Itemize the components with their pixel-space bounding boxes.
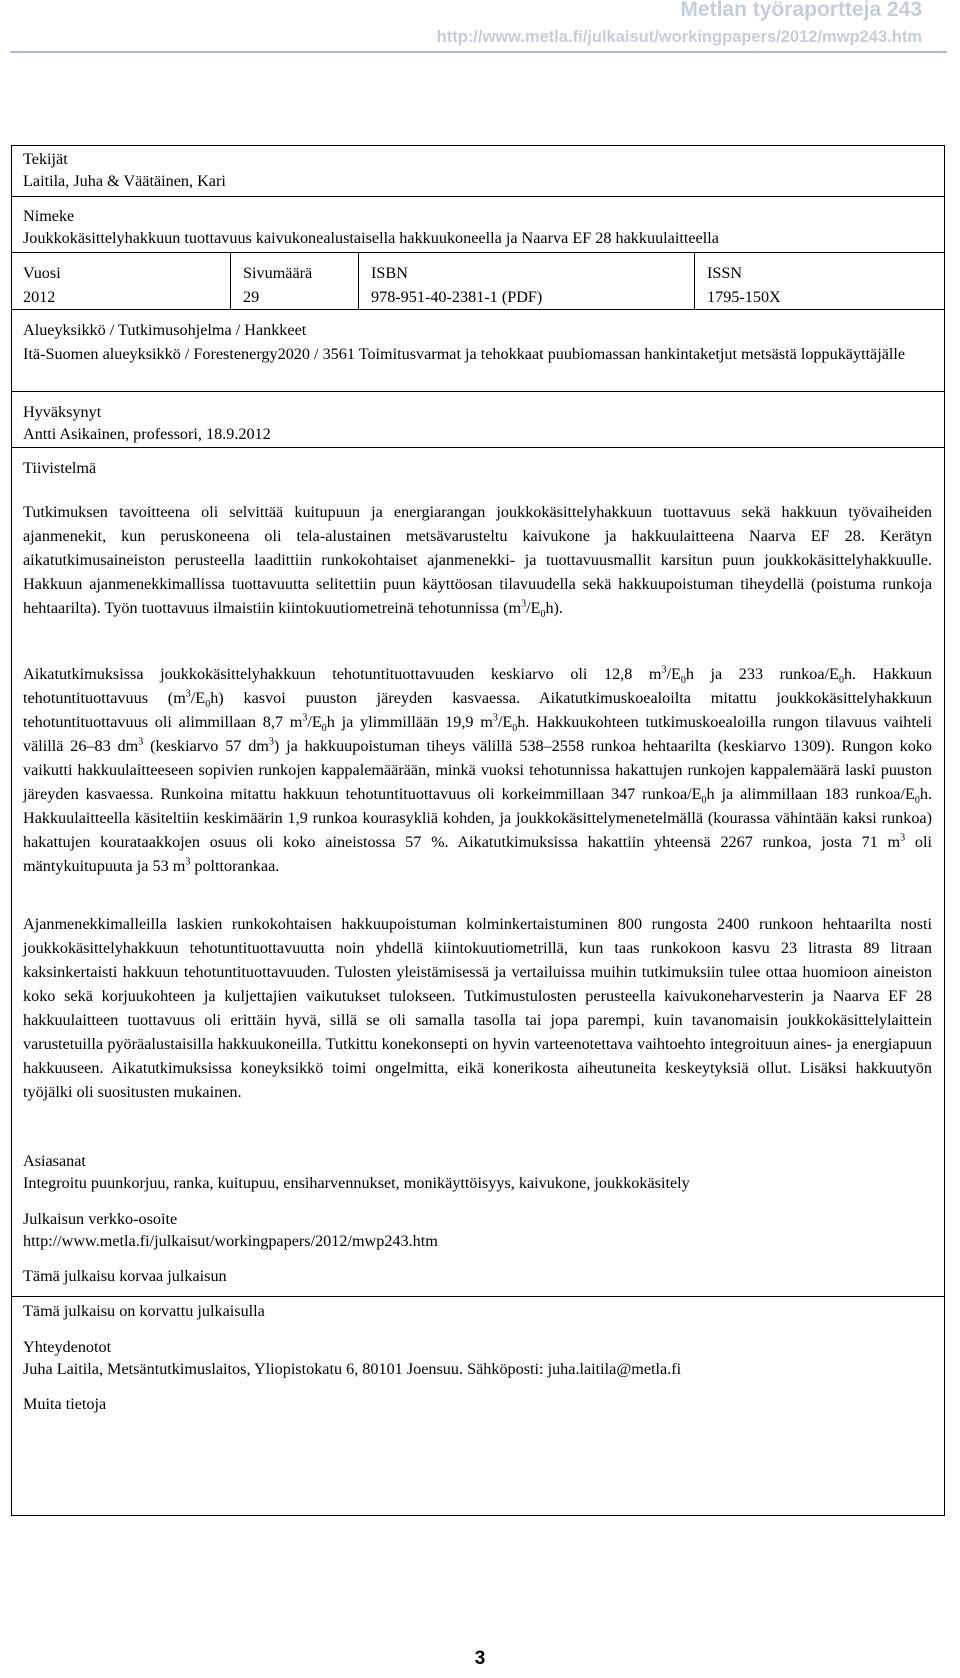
publication-url[interactable]: http://www.metla.fi/julkaisut/workingpapers/2012/mwp243.htm xyxy=(436,28,922,46)
contact-value: Juha Laitila, Metsäntutkimuslaitos, Yliopistokatu 6, 80101 Joensuu. Sähköposti: juha.laitila@metla.fi xyxy=(23,1360,682,1378)
authors-label: Tekijät xyxy=(23,150,68,168)
divider xyxy=(12,447,944,448)
issn-value: 1795-150X xyxy=(707,288,781,306)
divider xyxy=(12,391,944,392)
replaced-by-label: Tämä julkaisu on korvattu julkaisulla xyxy=(23,1302,265,1320)
divider xyxy=(358,252,359,309)
issn-label: ISSN xyxy=(707,264,743,282)
other-info-label: Muita tietoja xyxy=(23,1395,107,1413)
keywords-value: Integroitu puunkorjuu, ranka, kuitupuu, ensiharvennukset, monikäyttöisyys, kaivukone, joukkokäsitely xyxy=(23,1174,690,1192)
year-value: 2012 xyxy=(23,288,56,306)
divider xyxy=(694,252,695,309)
web-address-label: Julkaisun verkko-osoite xyxy=(23,1210,178,1228)
web-address-link[interactable]: http://www.metla.fi/julkaisut/workingpapers/2012/mwp243.htm xyxy=(23,1232,438,1250)
page-number: 3 xyxy=(474,1648,486,1669)
isbn-label: ISBN xyxy=(371,264,408,282)
authors-value: Laitila, Juha & Väätäinen, Kari xyxy=(23,172,226,190)
series-title: Metlan työraportteja 243 xyxy=(680,0,922,21)
header-rule xyxy=(10,51,947,53)
approved-label: Hyväksynyt xyxy=(23,403,102,421)
isbn-value: 978-951-40-2381-1 (PDF) xyxy=(371,288,543,306)
replaces-label: Tämä julkaisu korvaa julkaisun xyxy=(23,1267,227,1285)
divider xyxy=(12,196,944,197)
divider xyxy=(12,309,944,310)
divider xyxy=(12,252,944,253)
unit-value: Itä-Suomen alueyksikkö / Forestenergy2020 / 3561 Toimitusvarmat ja tehokkaat puubiomassan hankintaketjut metsästä loppukäyttäjälle xyxy=(23,345,906,363)
contact-label: Yhteydenotot xyxy=(23,1338,112,1356)
title-value: Joukkokäsittelyhakkuun tuottavuus kaivukonealustaisella hakkuukoneella ja Naarva EF 28 hakkuulaitteella xyxy=(23,229,719,247)
abstract-paragraph-1: Tutkimuksen tavoitteena oli selvittää kuitupuun ja energiarangan joukkokäsittelyhakkuun tuottavuus sekä hakkuun työvaiheiden ajanmenekit, kun peruskoneena oli tela-alustainen metsävarusteltu kaivukone ja hakkuulaitteena Naarva EF 28. Kerätyn aikatutkimusaineiston perusteella laadittiin runkokohtaiset ajanmenekki- ja tuottavuusmallit karsitun puun joukkokäsittelyhakkuulle. Hakkuun ajanmenekkimallissa tuottavuutta selitettiin puun käyttöosan tilavuudella sekä hakkuupoistuman tiheydellä (poistuma runkoja hehtaarilta). Työn tuottavuus ilmaistiin kiintokuutiometreinä tehotunnissa $(m^3/E_0h)$. xyxy=(23,503,932,621)
pages-label: Sivumäärä xyxy=(243,264,313,282)
abstract-paragraph-3: Ajanmenekkimalleilla laskien runkokohtaisen hakkuupoistuman kolminkertaistuminen 800 rungosta 2400 runkoon hehtaarilta nosti joukkokäsittelyhakkuun tehotuntituottavuutta noin yhdellä kiintokuutiometrillä, kun taas runkokoon kasvu 23 litrasta 89 litraan kaksinkertaisti hakkuun tehotuntituottavuuden. Tulosten yleistämisessä ja vertailuissa muihin tutkimuksiin tulee ottaa huomioon aineiston koko sekä korjuukohteen ja kuljettajien vaikutukset tulokseen. Tutkimustulosten perusteella kaivukoneharvesterin ja Naarva EF 28 hakkuulaitteen tuottavuus oli erittäin hyvä, sillä se oli samalla tasolla tai jopa parempi, kuin tavanomaisin joukkokäsittelylaittein varustetuilla pyöräalustaisilla hakkuukoneilla. Tutkittu konekonsepti on hyvin varteenotettava vaihtoehto integroituun aines- ja energiapuun hakkuuseen. Aikatutkimuksissa koneyksikkö toimi ongelmitta, eikä konerikosta aiheutuneita keskeytyksiä ollut. Lisäksi hakkuutyön työjälki oli suositusten mukainen. xyxy=(23,915,932,1101)
unit-label: Alueyksikkö / Tutkimusohjelma / Hankkeet xyxy=(23,321,307,339)
title-label: Nimeke xyxy=(23,207,75,225)
divider xyxy=(12,1296,944,1297)
year-label: Vuosi xyxy=(23,264,61,282)
keywords-label: Asiasanat xyxy=(23,1152,86,1170)
divider xyxy=(230,252,231,309)
description-sheet xyxy=(11,145,945,1516)
abstract-label: Tiivistelmä xyxy=(23,459,97,477)
approved-value: Antti Asikainen, professori, 18.9.2012 xyxy=(23,425,271,443)
abstract-paragraph-2: Aikatutkimuksissa joukkokäsittelyhakkuun tehotuntituottavuuden keskiarvo oli 12,8 $m^3/E_0h$ ja 233 runkoa/$E_0h$. Hakkuun tehotuntituottavuus $(m^3/E_0h)$ kasvoi puuston järeyden kasvaessa. Aikatutkimuskoealoilta mitattu joukkokäsittelyhakkuun tehotuntituottavuus oli alimmillaan 8,7 $m^3/E_0h$ ja ylimmillään 19,9 $m^3/E_0h$. Hakkuukohteen tutkimuskoealoilla rungon tilavuus vaihteli välillä 26–83 $dm^3$ (keskiarvo 57 $dm^3$) ja hakkuupoistuman tiheys välillä 538–2558 runkoa hehtaarilta (keskiarvo 1309). Rungon koko vaikutti hakkuulaitteeseen sopivien runkojen kappalemäärään, minkä vuoksi tehotunnissa hakattujen runkojen kappalemäärä laski puuston järeyden kasvaessa. Runkoina mitattu hakkuun tehotuntituottavuus oli korkeimmillaan 347 runkoa/$E_0h$ ja alimmillaan 183 runkoa/$E_0h$. Hakkuulaitteella käsiteltiin keskimäärin 1,9 runkoa kourasykliä kohden, ja joukkokäsittelymenetelmällä (kourassa vähintään kaksi runkoa) hakattujen kourataakkojen osuus oli koko aineistossa 57 %. Aikatutkimuksissa hakattiin yhteensä 2267 runkoa, josta 71 $m^3$ oli mäntykuitupuuta ja 53 $m^3$ polttorankaa. xyxy=(23,664,933,875)
pages-value: 29 xyxy=(243,288,260,306)
